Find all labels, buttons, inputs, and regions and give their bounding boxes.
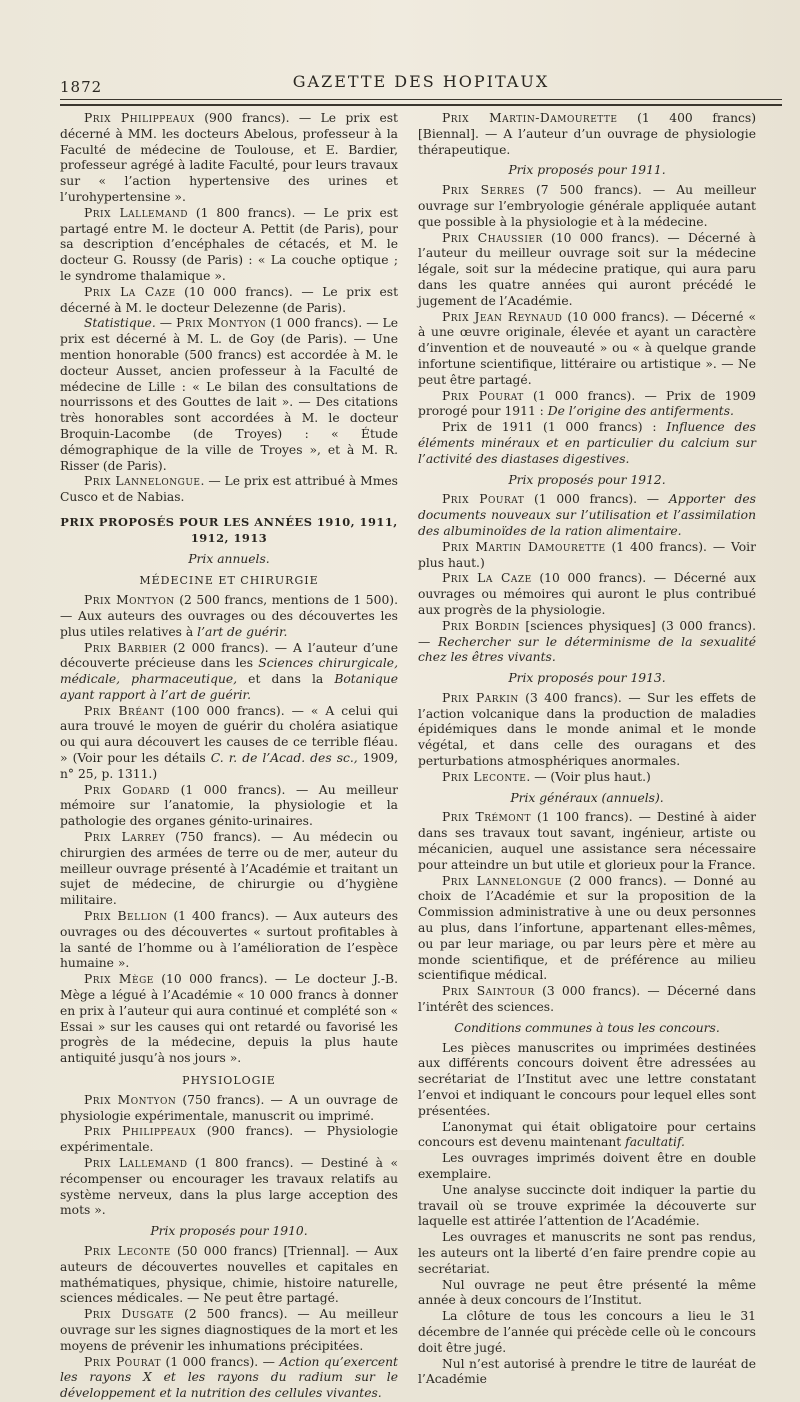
paragraph: Les ouvrages et manuscrits ne sont pas rendus, les auteurs ont la liberté d’en faire prendre copie au secrétariat. [418,1230,756,1276]
paragraph: Prix Saintour (3 000 francs). — Décerné dans l’intérêt des sciences. [418,984,756,1015]
paragraph: L’anonymat qui était obligatoire pour certains concours est devenu maintenant facultatif. [418,1119,756,1150]
prize-name: Prix Montyon [84,1092,177,1107]
subheading: Prix proposés pour 1912. [508,472,666,487]
subsection-heading: PHYSIOLOGIE [182,1074,276,1088]
subheading: Prix généraux (annuels). [510,790,664,805]
paragraph: Prix Philippeaux (900 francs). — Le prix est décerné à MM. les docteurs Abelous, professeur à la Faculté de médecine de Toulouse, et E. Bardier, professeur agrégé à ladite Faculté, pour leurs travaux sur « l’action hypertensive des urines et l’urohypertensine ». [60,111,398,204]
prize-name: Prix La Caze [442,571,532,586]
page-header [60,72,782,98]
paragraph: Prix La Caze (10 000 francs). — Le prix est décerné à M. le docteur Delezenne (de Paris). [60,284,399,315]
paragraph: La clôture de tous les concours a lieu le 31 décembre de l’année qui précède celle où le concours doit être jugé. [418,1309,756,1355]
prize-name: Prix Lallemand [84,1156,188,1170]
subheading: Prix proposés pour 1910. [150,1224,308,1239]
paragraph: Prix Bréant (100 000 francs). — « A celui qui aura trouvé le moyen de guérir du choléra asiatique ou qui aura découvert les causes de ce terrible fléau. » (Voir pour les détails C. r. de l’Acad. des sc., 1909, n° 25, p. 1311.) [60,703,398,781]
subsection-heading: MÉDECINE ET CHIRURGIE [139,574,319,588]
journal-title: GAZETTE DES HOPITAUX [292,72,550,91]
paragraph: Les ouvrages imprimés doivent être en double exemplaire. [418,1151,756,1181]
paragraph: Prix Philippeaux (900 francs). — Physiologie expérimentale. [60,1124,398,1155]
paragraph: Statistique. — Prix Montyon (1 000 francs). — Le prix est décerné à M. L. de Goy (de Paris). — Une mention honorable (500 francs) est accordée à M. le docteur Ausset, ancien professeur à la Faculté de médecine de Lille : « Le bilan des consultations de nourrissons et des Gouttes de lait ». — Des citations très honorables sont accordées à M. le docteur Broquin-Lacombe (de Troyes) : « Étude démographique de la ville de Troyes », et à M. R. Risser (de Paris). [60,316,398,473]
paragraph: Prix Dusgate (2 500 francs). — Au meilleur ouvrage sur les signes diagnostiques de la mort et les moyens de prévenir les inhumations précipitées. [60,1307,398,1353]
paragraph: Prix Lallemand (1 800 francs). — Destiné à « récompenser ou encourager les travaux relatifs au système nerveux, dans la plus large acception des mots ». [60,1156,398,1218]
paragraph: Prix La Caze (10 000 francs). — Décerné aux ouvrages ou mémoires qui auront le plus contribué aux progrès de la physiologie. [418,571,756,617]
paragraph: Prix Parkin (3 400 francs). — Sur les effets de l’action volcanique dans la production de maladies épidémiques dans le monde animal et le monde végétal, et dans celle des ouragans et des perturbations atmosphériques anormales. [418,690,756,769]
paragraph: Prix Bellion (1 400 francs). — Aux auteurs des ouvrages ou des découvertes « surtout profitables à la santé de l’homme ou à l’amélioration de l’espèce humaine ». [60,909,399,971]
paragraph: Prix Mège (10 000 francs). — Le docteur J.-B. Mège a légué à l’Académie « 10 000 francs à donner en prix à l’auteur qui aura continué et complété son « Essai » sur les causes qui ont retardé ou favorisé les progrès de la médecine, depuis la plus haute antiquité jusqu’à nos jours ». [60,972,398,1066]
paragraph: Prix Pourat (1 000 francs). — Prix de 1909 prorogé pour 1911 : De l’origine des antiferments. [418,388,756,419]
paragraph: Prix Chaussier (10 000 francs). — Décerné à l’auteur du meilleur ouvrage soit sur la médecine légale, soit sur la médecine pratique, qui aura paru dans les quatre années qui auront précédé le jugement de l’Académie. [418,230,756,308]
paragraph: Prix Lannelongue. — Le prix est attribué à Mmes Cusco et de Nabias. [60,474,398,505]
prize-name: Prix Leconte [442,769,527,784]
paragraph: Prix Montyon (2 500 francs, mentions de 1 500). — Aux auteurs des ouvrages ou des découvertes les plus utiles relatives à l’art de guérir. [60,593,398,639]
prize-name: Prix Lallemand [84,205,188,220]
paragraph: Prix Barbier (2 000 francs). — A l’auteur d’une découverte précieuse dans les Sciences chirurgicale, médicale, pharmaceutique, et dans la Botanique ayant rapport à l’art de guérir. [60,640,399,702]
prize-name: Prix Pourat [84,1354,162,1369]
paragraph: Nul ouvrage ne peut être présenté la même année à deux concours de l’Institut. [418,1277,756,1308]
paragraph: Prix Bordin [sciences physiques] (3 000 francs). — Rechercher sur le déterminisme de la sexualité chez les êtres vivants. [418,618,756,665]
prize-name: Prix Lannelongue [442,873,562,888]
paragraph: Les pièces manuscrites ou imprimées destinées aux différents concours doivent être adressées au secrétariat de l’Institut avec une lettre constatant l’envoi et indiquant le concours pour lequel elles sont présentées. [418,1040,756,1118]
prize-name: Prix Dusgate [84,1307,175,1322]
paragraph: Prix Leconte (50 000 francs) [Triennal]. — Aux auteurs de découvertes nouvelles et capitales en mathématiques, physique, chimie, histoire naturelle, sciences médicales. — Ne peut être partagé. [60,1243,398,1306]
prize-name: Prix Mège [84,972,154,987]
right-column [418,111,756,1388]
subheading: Conditions communes à tous les concours. [454,1020,720,1035]
prize-name: Prix Philippeaux [84,111,195,125]
paragraph: Prix Pourat (1 000 francs). — Action qu’exercent les rayons X et les rayons du radium sur le développement et la nutrition des cellules vivantes. [60,1354,398,1401]
prize-name: Prix Serres [442,183,525,198]
paragraph: Prix Martin-Damourette (1 400 francs) [Biennal]. — A l’auteur d’un ouvrage de physiologie thérapeutique. [418,111,756,157]
paragraph: Prix Leconte. — (Voir plus haut.) [442,769,651,784]
prize-name: Prix Martin-Damourette [442,111,618,125]
subheading: Prix proposés pour 1913. [508,671,666,686]
prize-name: Prix Bellion [84,909,168,924]
prize-name: Prix Montyon [84,593,175,608]
paragraph: Prix Serres (7 500 francs). — Au meilleur ouvrage sur l’embryologie générale appliquée autant que possible à la physiologie et à la médecine. [418,183,756,229]
paragraph: Prix Larrey (750 francs). — Au médecin ou chirurgien des armées de terre ou de mer, auteur du meilleur ouvrage présenté à l’Académie et traitant un sujet de médecine, de chirurgie ou d’hygiène militaire. [60,830,398,908]
prize-name: Prix La Caze [84,284,176,299]
paragraph: Nul n’est autorisé à prendre le titre de lauréat de l’Académie [418,1356,756,1387]
section-heading: PRIX PROPOSÉS POUR LES ANNÉES 1910, 1911, 1912, 1913 [60,514,398,545]
prize-name: Prix Pourat [442,388,524,403]
paragraph: Prix de 1911 (1 000 francs) : Influence des éléments minéraux et en particulier du calcium sur l’activité des diastases digestives. [418,420,756,466]
paragraph: Prix Montyon (750 francs). — A un ouvrage de physiologie expérimentale, manuscrit ou imprimé. [60,1092,398,1123]
subheading: Prix proposés pour 1911. [508,163,666,178]
paragraph: Une analyse succincte doit indiquer la partie du travail où se trouve exprimée la découverte sur laquelle est attirée l’attention de l’Académie. [418,1182,756,1229]
paragraph: Prix Pourat (1 000 francs). — Apporter des documents nouveaux sur l’utilisation et l’assimilation des albuminoïdes de la ration alimentaire. [418,492,756,538]
prize-name: Prix Philippeaux [84,1124,197,1139]
page-number: 1872 [60,78,103,96]
subheading: Prix annuels. [188,551,270,566]
prize-name: Prix Chaussier [442,230,543,245]
prize-name: Prix Trémont [442,810,532,825]
prize-name: Prix Godard [84,782,170,797]
paragraph: Prix Godard (1 000 francs). — Au meilleur mémoire sur l’anatomie, la physiologie et la pathologie des organes génito-urinaires. [60,782,398,829]
header-rule [60,99,782,106]
prize-name: Prix Montyon [176,316,267,331]
prize-name: Prix Saintour [442,984,535,999]
prize-name: Prix Leconte [84,1243,171,1258]
prize-name: Prix Jean Reynaud [442,309,563,324]
paragraph: Prix Trémont (1 100 francs). — Destiné à aider dans ses travaux tout savant, ingénieur, artiste ou mécanicien, auquel une assistance sera nécessaire pour atteindre un but utile et glorieux pour la France. [418,810,756,872]
paragraph: Prix Lannelongue (2 000 francs). — Donné au choix de l’Académie et sur la proposition de la Commission administrative à une ou deux personnes au plus, dans l’infortune, appartenant elles-mêmes, ou par leur mariage, ou par leurs père et mère au monde scientifique, et de préférence au milieu scientifique médical. [418,873,757,983]
paragraph: Prix Martin Damourette (1 400 francs). — Voir plus haut.) [418,539,756,570]
prize-name: Prix Bréant [84,703,165,718]
prize-name: Prix Barbier [84,640,167,655]
prize-name: Prix Bordin [442,618,520,633]
paragraph: Prix Lallemand (1 800 francs). — Le prix est partagé entre M. le docteur A. Pettit (de Paris), pour sa description d’encéphales de cétacés, et M. le docteur G. Roussy (de Paris) : « La couche optique ; le syndrome thalamique ». [60,205,398,283]
prize-name: Prix Lannelongue [84,474,201,489]
prize-name: Prix Martin Damourette [442,539,606,554]
prize-name: Prix Pourat [442,492,525,507]
left-column [60,111,398,1402]
paragraph: Prix Jean Reynaud (10 000 francs). — Décerné « à une œuvre originale, élevée et ayant un caractère d’invention et de nouveauté » ou « à quelque grande infortune scientifique, littéraire ou artistique ». — Ne peut être partagé. [418,309,756,387]
prize-name: Prix Larrey [84,830,166,845]
prize-name: Prix Parkin [442,690,519,705]
